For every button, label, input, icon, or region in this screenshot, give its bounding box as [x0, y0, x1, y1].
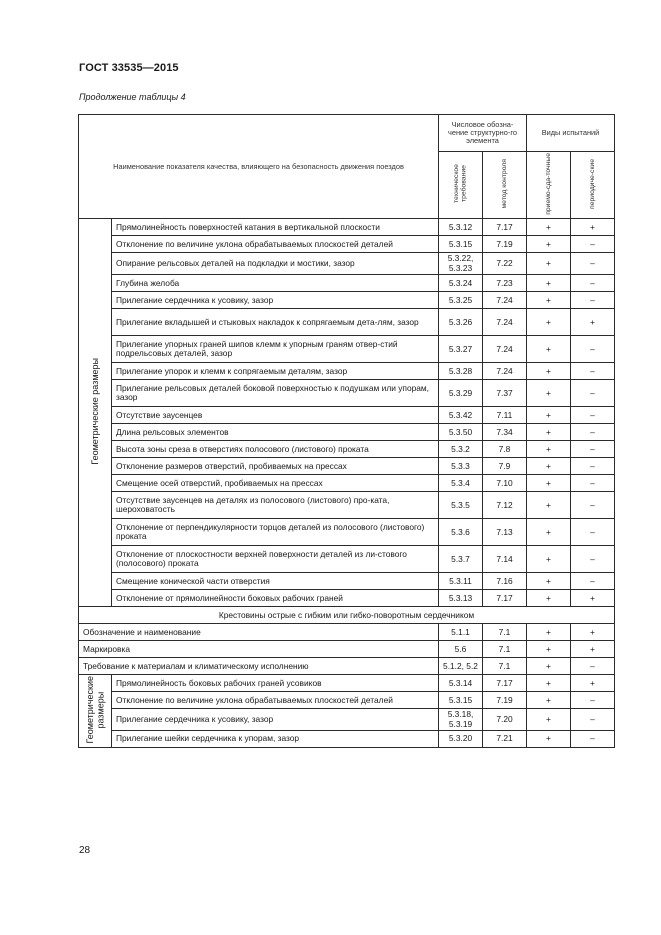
- indicator-name-cell: Прилегание упорок и клемм к сопрягаемым деталям, зазор: [112, 363, 439, 380]
- control-method-cell: 7.24: [483, 363, 527, 380]
- table-row: [79, 709, 615, 731]
- indicator-name-cell: Опирание рельсовых деталей на подкладки и мостики, зазор: [112, 253, 439, 275]
- periodic-test-cell: +: [571, 624, 615, 641]
- acceptance-test-cell: +: [527, 590, 571, 607]
- technical-requirement-cell: 5.3.29: [439, 380, 483, 407]
- control-method-cell: 7.14: [483, 546, 527, 573]
- periodic-test-cell: –: [571, 731, 615, 748]
- table-row: [79, 424, 615, 441]
- acceptance-test-cell: +: [527, 424, 571, 441]
- acceptance-test-cell: +: [527, 309, 571, 336]
- column-header-tests: Виды испытаний: [527, 115, 615, 152]
- group-label-cell: [79, 219, 112, 607]
- table-row: [79, 219, 615, 236]
- control-method-cell: 7.10: [483, 475, 527, 492]
- technical-requirement-cell: 5.3.15: [439, 692, 483, 709]
- acceptance-test-cell: +: [527, 624, 571, 641]
- acceptance-test-cell: +: [527, 363, 571, 380]
- indicator-name-cell: Прилегание рельсовых деталей боковой поверхностью к подушкам или упорам, зазор: [112, 380, 439, 407]
- table-row: [79, 731, 615, 748]
- subheader-technical-requirement-label: техническое требование: [453, 164, 468, 204]
- table-row: [79, 380, 615, 407]
- technical-requirement-cell: 5.3.15: [439, 236, 483, 253]
- periodic-test-cell: –: [571, 441, 615, 458]
- control-method-cell: 7.34: [483, 424, 527, 441]
- periodic-test-cell: +: [571, 590, 615, 607]
- table-row: [79, 253, 615, 275]
- acceptance-test-cell: +: [527, 380, 571, 407]
- table-caption: Продолжение таблицы 4: [79, 92, 186, 102]
- periodic-test-cell: –: [571, 658, 615, 675]
- subheader-technical-requirement: [439, 152, 483, 219]
- acceptance-test-cell: +: [527, 407, 571, 424]
- acceptance-test-cell: +: [527, 519, 571, 546]
- indicator-name-cell: Прилегание сердечника к усовику, зазор: [112, 292, 439, 309]
- page-number: 28: [79, 845, 91, 856]
- table-row: [79, 624, 615, 641]
- technical-requirement-cell: 5.3.20: [439, 731, 483, 748]
- technical-requirement-cell: 5.3.13: [439, 590, 483, 607]
- indicator-name-cell: Прямолинейность поверхностей катания в вертикальной плоскости: [112, 219, 439, 236]
- acceptance-test-cell: +: [527, 219, 571, 236]
- technical-requirement-cell: 5.3.27: [439, 336, 483, 363]
- technical-requirement-cell: 5.3.6: [439, 519, 483, 546]
- table-row: [79, 590, 615, 607]
- control-method-cell: 7.17: [483, 675, 527, 692]
- indicator-name-cell: Прилегание сердечника к усовику, зазор: [112, 709, 439, 731]
- control-method-cell: 7.11: [483, 407, 527, 424]
- control-method-cell: 7.37: [483, 380, 527, 407]
- technical-requirement-cell: 5.3.25: [439, 292, 483, 309]
- indicator-name-cell: Отклонение по величине уклона обрабатываемых плоскостей деталей: [112, 236, 439, 253]
- indicator-name-cell: Отклонение от плоскостности верхней поверхности деталей из ли-стового (полосового) проката: [112, 546, 439, 573]
- periodic-test-cell: –: [571, 292, 615, 309]
- indicator-name-cell: Прямолинейность боковых рабочих граней усовиков: [112, 675, 439, 692]
- subheader-acceptance-label: приемо-сда-точные: [544, 153, 552, 215]
- periodic-test-cell: +: [571, 309, 615, 336]
- table-row: [79, 292, 615, 309]
- technical-requirement-cell: 5.3.18, 5.3.19: [439, 709, 483, 731]
- periodic-test-cell: –: [571, 363, 615, 380]
- control-method-cell: 7.21: [483, 731, 527, 748]
- table-row: [79, 363, 615, 380]
- control-method-cell: 7.24: [483, 292, 527, 309]
- technical-requirement-cell: 5.3.3: [439, 458, 483, 475]
- periodic-test-cell: –: [571, 458, 615, 475]
- acceptance-test-cell: +: [527, 475, 571, 492]
- indicator-name-cell: Отклонение по величине уклона обрабатываемых плоскостей деталей: [112, 692, 439, 709]
- indicator-name-cell: Прилегание шейки сердечника к упорам, зазор: [112, 731, 439, 748]
- table-row: [79, 658, 615, 675]
- periodic-test-cell: –: [571, 236, 615, 253]
- acceptance-test-cell: +: [527, 236, 571, 253]
- section-title: Крестовины острые с гибким или гибко-поворотным сердечником: [79, 607, 615, 624]
- indicator-name-cell: Маркировка: [79, 641, 439, 658]
- quality-indicators-table: [78, 114, 615, 748]
- group-label: Геометрические размеры: [84, 676, 105, 744]
- technical-requirement-cell: 5.3.2: [439, 441, 483, 458]
- technical-requirement-cell: 5.3.28: [439, 363, 483, 380]
- control-method-cell: 7.23: [483, 275, 527, 292]
- column-header-name: Наименование показателя качества, влияющего на безопасность движения поездов: [79, 115, 439, 219]
- periodic-test-cell: –: [571, 336, 615, 363]
- control-method-cell: 7.24: [483, 309, 527, 336]
- acceptance-test-cell: +: [527, 675, 571, 692]
- acceptance-test-cell: +: [527, 692, 571, 709]
- table-row: [79, 309, 615, 336]
- periodic-test-cell: –: [571, 709, 615, 731]
- control-method-cell: 7.12: [483, 492, 527, 519]
- control-method-cell: 7.24: [483, 336, 527, 363]
- indicator-name-cell: Требование к материалам и климатическому исполнению: [79, 658, 439, 675]
- acceptance-test-cell: +: [527, 546, 571, 573]
- subheader-periodic-label: периодиче-ские: [588, 159, 596, 209]
- periodic-test-cell: –: [571, 275, 615, 292]
- table-row: [79, 492, 615, 519]
- table-row: [79, 441, 615, 458]
- indicator-name-cell: Отклонение от перпендикулярности торцов деталей из полосового (листового) проката: [112, 519, 439, 546]
- acceptance-test-cell: +: [527, 253, 571, 275]
- table-row: [79, 641, 615, 658]
- indicator-name-cell: Отклонение от прямолинейности боковых рабочих граней: [112, 590, 439, 607]
- indicator-name-cell: Прилегание упорных граней шипов клемм к упорным граням отвер-стий подрельсовых деталей, зазор: [112, 336, 439, 363]
- acceptance-test-cell: +: [527, 292, 571, 309]
- indicator-name-cell: Смещение конической части отверстия: [112, 573, 439, 590]
- technical-requirement-cell: 5.3.7: [439, 546, 483, 573]
- periodic-test-cell: –: [571, 407, 615, 424]
- technical-requirement-cell: 5.3.11: [439, 573, 483, 590]
- section-row: [79, 607, 615, 624]
- periodic-test-cell: –: [571, 692, 615, 709]
- control-method-cell: 7.8: [483, 441, 527, 458]
- periodic-test-cell: –: [571, 424, 615, 441]
- acceptance-test-cell: +: [527, 441, 571, 458]
- group-label: Геометрические размеры: [89, 358, 100, 465]
- indicator-name-cell: Высота зоны среза в отверстиях полосового (листового) проката: [112, 441, 439, 458]
- table-row: [79, 573, 615, 590]
- technical-requirement-cell: 5.1.1: [439, 624, 483, 641]
- table-row: [79, 407, 615, 424]
- control-method-cell: 7.1: [483, 658, 527, 675]
- acceptance-test-cell: +: [527, 336, 571, 363]
- acceptance-test-cell: +: [527, 275, 571, 292]
- technical-requirement-cell: 5.3.5: [439, 492, 483, 519]
- technical-requirement-cell: 5.3.24: [439, 275, 483, 292]
- table-row: [79, 458, 615, 475]
- indicator-name-cell: Отсутствие заусенцев на деталях из полосового (листового) про-ката, шероховатость: [112, 492, 439, 519]
- control-method-cell: 7.17: [483, 590, 527, 607]
- control-method-cell: 7.22: [483, 253, 527, 275]
- document-title: ГОСТ 33535—2015: [79, 62, 179, 74]
- periodic-test-cell: +: [571, 641, 615, 658]
- control-method-cell: 7.19: [483, 692, 527, 709]
- indicator-name-cell: Длина рельсовых элементов: [112, 424, 439, 441]
- periodic-test-cell: –: [571, 380, 615, 407]
- technical-requirement-cell: 5.6: [439, 641, 483, 658]
- periodic-test-cell: +: [571, 675, 615, 692]
- control-method-cell: 7.9: [483, 458, 527, 475]
- table-header: [79, 115, 615, 219]
- indicator-name-cell: Смещение осей отверстий, пробиваемых на прессах: [112, 475, 439, 492]
- acceptance-test-cell: +: [527, 658, 571, 675]
- table-row: [79, 336, 615, 363]
- technical-requirement-cell: 5.1.2, 5.2: [439, 658, 483, 675]
- periodic-test-cell: –: [571, 253, 615, 275]
- control-method-cell: 7.17: [483, 219, 527, 236]
- periodic-test-cell: +: [571, 219, 615, 236]
- acceptance-test-cell: +: [527, 458, 571, 475]
- periodic-test-cell: –: [571, 519, 615, 546]
- column-header-numeric: Числовое обозна-чение структурно-го элемента: [439, 115, 527, 152]
- indicator-name-cell: Отсутствие заусенцев: [112, 407, 439, 424]
- periodic-test-cell: –: [571, 475, 615, 492]
- periodic-test-cell: –: [571, 546, 615, 573]
- indicator-name-cell: Прилегание вкладышей и стыковых накладок к сопрягаемым дета-лям, зазор: [112, 309, 439, 336]
- subheader-control-method-label: метод контроля: [500, 159, 508, 209]
- technical-requirement-cell: 5.3.14: [439, 675, 483, 692]
- table-row: [79, 475, 615, 492]
- table-row: [79, 519, 615, 546]
- indicator-name-cell: Глубина желоба: [112, 275, 439, 292]
- acceptance-test-cell: +: [527, 709, 571, 731]
- control-method-cell: 7.20: [483, 709, 527, 731]
- technical-requirement-cell: 5.3.22, 5.3.23: [439, 253, 483, 275]
- control-method-cell: 7.19: [483, 236, 527, 253]
- table-body: [79, 219, 615, 748]
- acceptance-test-cell: +: [527, 492, 571, 519]
- control-method-cell: 7.1: [483, 641, 527, 658]
- table-row: [79, 692, 615, 709]
- subheader-control-method: [483, 152, 527, 219]
- acceptance-test-cell: +: [527, 641, 571, 658]
- periodic-test-cell: –: [571, 573, 615, 590]
- group-label-cell: [79, 675, 112, 748]
- subheader-periodic: [571, 152, 615, 219]
- technical-requirement-cell: 5.3.4: [439, 475, 483, 492]
- subheader-acceptance: [527, 152, 571, 219]
- indicator-name-cell: Обозначение и наименование: [79, 624, 439, 641]
- control-method-cell: 7.13: [483, 519, 527, 546]
- acceptance-test-cell: +: [527, 573, 571, 590]
- technical-requirement-cell: 5.3.50: [439, 424, 483, 441]
- table-row: [79, 236, 615, 253]
- control-method-cell: 7.16: [483, 573, 527, 590]
- control-method-cell: 7.1: [483, 624, 527, 641]
- table-row: [79, 546, 615, 573]
- technical-requirement-cell: 5.3.26: [439, 309, 483, 336]
- technical-requirement-cell: 5.3.42: [439, 407, 483, 424]
- periodic-test-cell: –: [571, 492, 615, 519]
- table-row: [79, 275, 615, 292]
- acceptance-test-cell: +: [527, 731, 571, 748]
- table-row: [79, 675, 615, 692]
- technical-requirement-cell: 5.3.12: [439, 219, 483, 236]
- indicator-name-cell: Отклонение размеров отверстий, пробиваемых на прессах: [112, 458, 439, 475]
